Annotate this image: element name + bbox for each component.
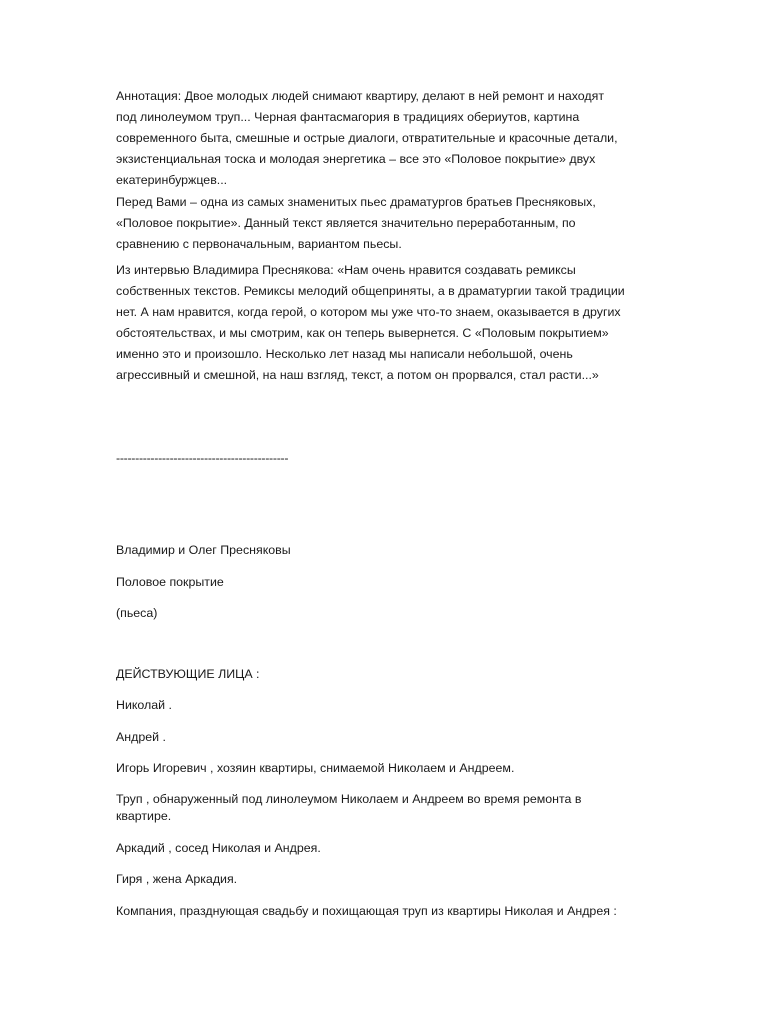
character-corpse-continued: квартире. [116,809,172,823]
text-line: Из интервью Владимира Преснякова: «Нам очень нравится создавать ремиксы [116,263,576,277]
character-nikolai: Николай . [116,698,172,712]
text-line: агрессивный и смешной, на наш взгляд, текст, а потом он прорвался, стал расти...» [116,368,599,382]
character-corpse: Труп , обнаруженный под линолеумом Николаем и Андреем во время ремонта в [116,792,582,806]
text-line: под линолеумом труп... Черная фантасмагория в традициях обериутов, картина [116,110,580,124]
text-line: современного быта, смешные и острые диалоги, отвратительные и красочные детали, [116,131,618,145]
intro-paragraph [116,192,656,255]
text-line: экзистенциальная тоска и молодая энергетика – все это «Половое покрытие» двух [116,152,596,166]
characters-heading: ДЕЙСТВУЮЩИЕ ЛИЦА : [116,667,260,681]
text-line: Аннотация: Двое молодых людей снимают квартиру, делают в ней ремонт и находят [116,89,604,103]
authors-line: Владимир и Олег Пресняковы [116,543,291,557]
character-company: Компания, празднующая свадьбу и похищающая труп из квартиры Николая и Андрея : [116,904,617,918]
text-line: именно это и произошло. Несколько лет назад мы написали небольшой, очень [116,347,573,361]
text-line: обстоятельствах, и мы смотрим, как он теперь вывернется. С «Половым покрытием» [116,326,609,340]
text-line: Перед Вами – одна из самых знаменитых пьес драматургов братьев Пресняковых, [116,195,596,209]
character-andrei: Андрей . [116,730,166,744]
text-line: нет. А нам нравится, когда герой, о котором мы уже что-то знаем, оказывается в других [116,305,621,319]
character-arkady: Аркадий , сосед Николая и Андрея. [116,841,321,855]
character-igor: Игорь Игоревич , хозяин квартиры, снимаемой Николаем и Андреем. [116,761,515,775]
text-line: собственных текстов. Ремиксы мелодий общеприняты, а в драматургии такой традиции [116,284,625,298]
play-title: Половое покрытие [116,575,224,589]
separator-line: --------------------------------------------- [116,451,289,465]
text-line: сравнению с первоначальным, вариантом пьесы. [116,237,402,251]
text-line: «Половое покрытие». Данный текст является значительно переработанным, по [116,216,576,230]
genre-line: (пьеса) [116,606,158,620]
text-line: екатеринбуржцев... [116,173,228,187]
interview-paragraph [116,260,656,386]
annotation-paragraph [116,86,656,191]
character-girya: Гиря , жена Аркадия. [116,872,238,886]
